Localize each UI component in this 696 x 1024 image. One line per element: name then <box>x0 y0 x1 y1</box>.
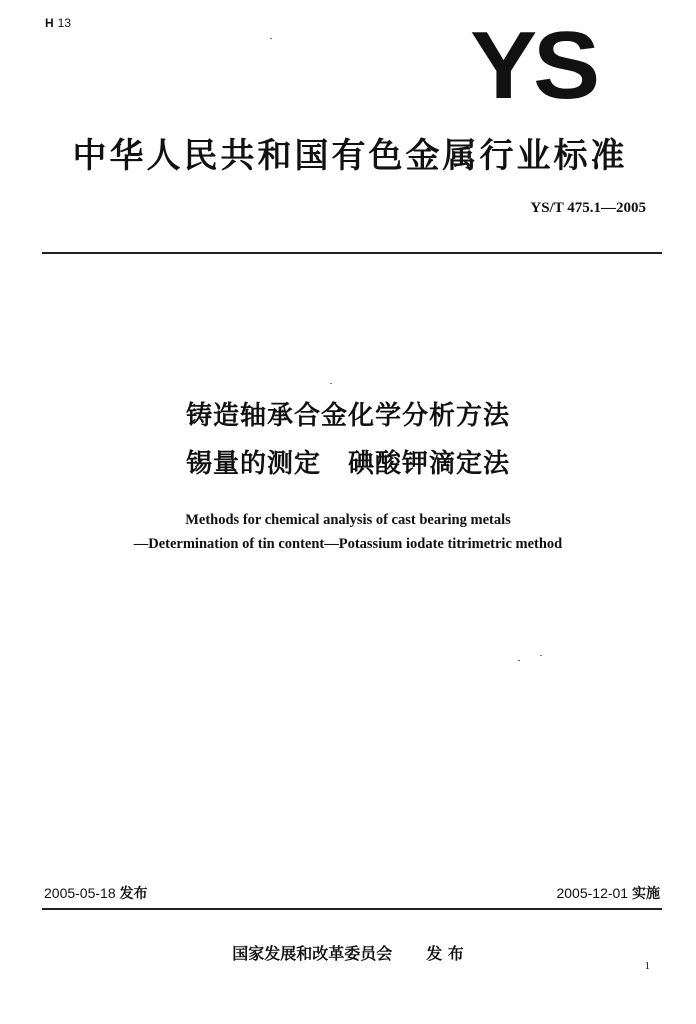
issue-label: 发布 <box>119 886 148 902</box>
ys-logo: YS <box>470 12 597 119</box>
cn-title-line-2: 锡量的测定 碘酸钾滴定法 <box>185 449 510 479</box>
scan-speck <box>518 660 520 661</box>
classification-code <box>45 16 71 30</box>
scan-speck <box>270 38 272 39</box>
scan-speck <box>330 383 332 384</box>
scan-speck <box>540 655 542 656</box>
implementation-date <box>556 883 660 903</box>
header-title: 中华人民共和国有色金属行业标准 <box>72 136 628 176</box>
en-title-line-1: Methods for chemical analysis of cast bearing metals <box>185 512 511 528</box>
issue-date-value: 2005-05-18 <box>44 885 116 901</box>
implement-date-value: 2005-12-01 <box>556 885 629 901</box>
en-title-line-2: —Determination of tin content—Potassium iodate titrimetric method <box>133 536 563 552</box>
top-divider <box>42 252 662 254</box>
issuer-name: 国家发展和改革委员会 <box>232 944 393 963</box>
implement-label: 实施 <box>632 886 660 902</box>
bottom-divider <box>42 908 662 910</box>
standard-number: YS/T 475.1—2005 <box>530 200 646 216</box>
issuer-action: 发 布 <box>426 944 464 963</box>
class-code-number: 13 <box>57 16 72 30</box>
cn-title-line-1: 铸造轴承合金化学分析方法 <box>185 401 510 431</box>
page-number: 1 <box>644 960 650 972</box>
class-code-prefix: H <box>45 16 54 30</box>
issue-date <box>44 883 148 903</box>
issuer-line <box>0 941 696 964</box>
